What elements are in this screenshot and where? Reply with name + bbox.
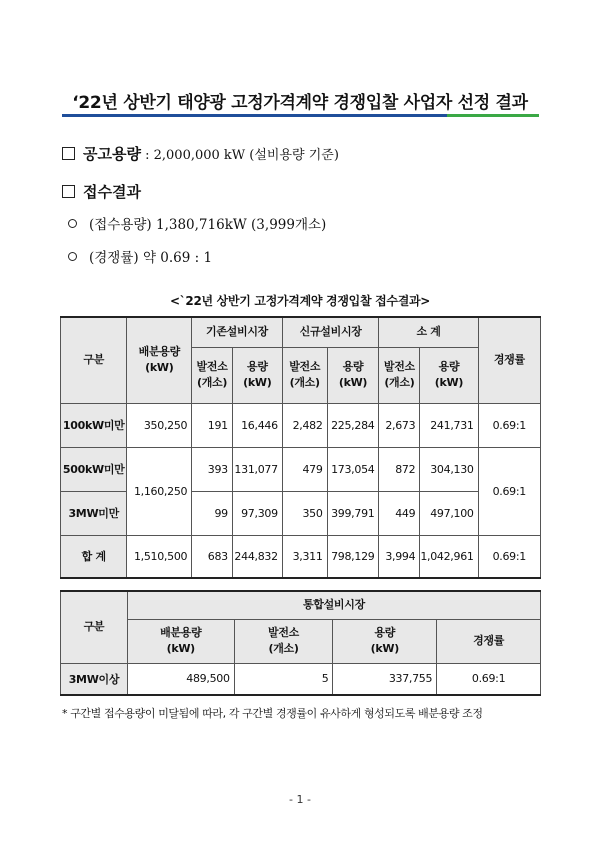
- table-caption: <`22년 상반기 고정가격계약 경쟁입찰 접수결과>: [169, 294, 431, 308]
- table-row: 3MW이상 489,500 5 337,755 0.69:1: [61, 663, 541, 695]
- table-row: 500kW미만 1,160,250 393 131,077 479 173,054 872 304,130 0.69:1: [61, 447, 541, 491]
- header-competition-rate: 경쟁률: [478, 317, 540, 403]
- footnote: * 구간별 접수용량이 미달됨에 따라, 각 구간별 경쟁률이 유사하게 형성되도록 배분용량 조정: [62, 707, 483, 720]
- circle-bullet-icon: [68, 252, 77, 261]
- notice-note: (설비용량 기준): [245, 148, 339, 163]
- integrated-market-table: [60, 590, 541, 696]
- notice-capacity-section: [62, 143, 339, 164]
- title-underline-green: [447, 114, 539, 117]
- receipt-item: (경쟁률) 약 0.69 : 1: [68, 246, 212, 266]
- table-row-total: 합 계 1,510,500 683 244,832 3,311 798,129 3,994 1,042,961 0.69:1: [61, 535, 541, 578]
- notice-label: 공고용량: [83, 145, 141, 163]
- header-plants: 발전소 (개소): [282, 347, 327, 403]
- table-row: 100kW미만 350,250 191 16,446 2,482 225,284 2,673 241,731 0.69:1: [61, 403, 541, 447]
- circle-bullet-icon: [68, 219, 77, 228]
- checkbox-square-icon: [62, 147, 75, 160]
- header-capacity: 용량 (kW): [327, 347, 379, 403]
- header-capacity: 용량 (kW): [333, 619, 437, 663]
- header-subtotal: 소 계: [379, 317, 478, 347]
- header-plants: 발전소 (개소): [192, 347, 233, 403]
- notice-sep: :: [140, 148, 154, 163]
- page-number: - 1 -: [289, 793, 311, 806]
- notice-value: 2,000,000 kW: [153, 148, 246, 163]
- header-capacity: 용량 (kW): [420, 347, 478, 403]
- header-plants: 발전소 (개소): [379, 347, 420, 403]
- header-plants: 발전소 (개소): [234, 619, 333, 663]
- header-competition-rate: 경쟁률: [437, 619, 541, 663]
- header-alloc: 배분용량 (kW): [127, 317, 192, 403]
- header-new-market: 신규설비시장: [282, 317, 379, 347]
- header-category: 구분: [61, 317, 127, 403]
- document-title: ‘22년 상반기 태양광 고정가격계약 경쟁입찰 사업자 선정 결과: [72, 93, 528, 113]
- header-category: 구분: [61, 591, 128, 663]
- header-capacity: 용량 (kW): [232, 347, 282, 403]
- header-existing-market: 기존설비시장: [192, 317, 283, 347]
- receipt-item: (접수용량) 1,380,716kW (3,999개소): [68, 213, 326, 233]
- table-row: 3MW미만 99 97,309 350 399,791 449 497,100: [61, 491, 541, 535]
- header-alloc: 배분용량 (kW): [127, 619, 234, 663]
- header-integrated-market: 통합설비시장: [127, 591, 540, 619]
- checkbox-square-icon: [62, 185, 75, 198]
- title-underline-blue: [62, 114, 447, 117]
- receipt-results-table: [60, 316, 541, 579]
- receipt-section: [62, 181, 141, 202]
- receipt-label: 접수결과: [83, 183, 141, 201]
